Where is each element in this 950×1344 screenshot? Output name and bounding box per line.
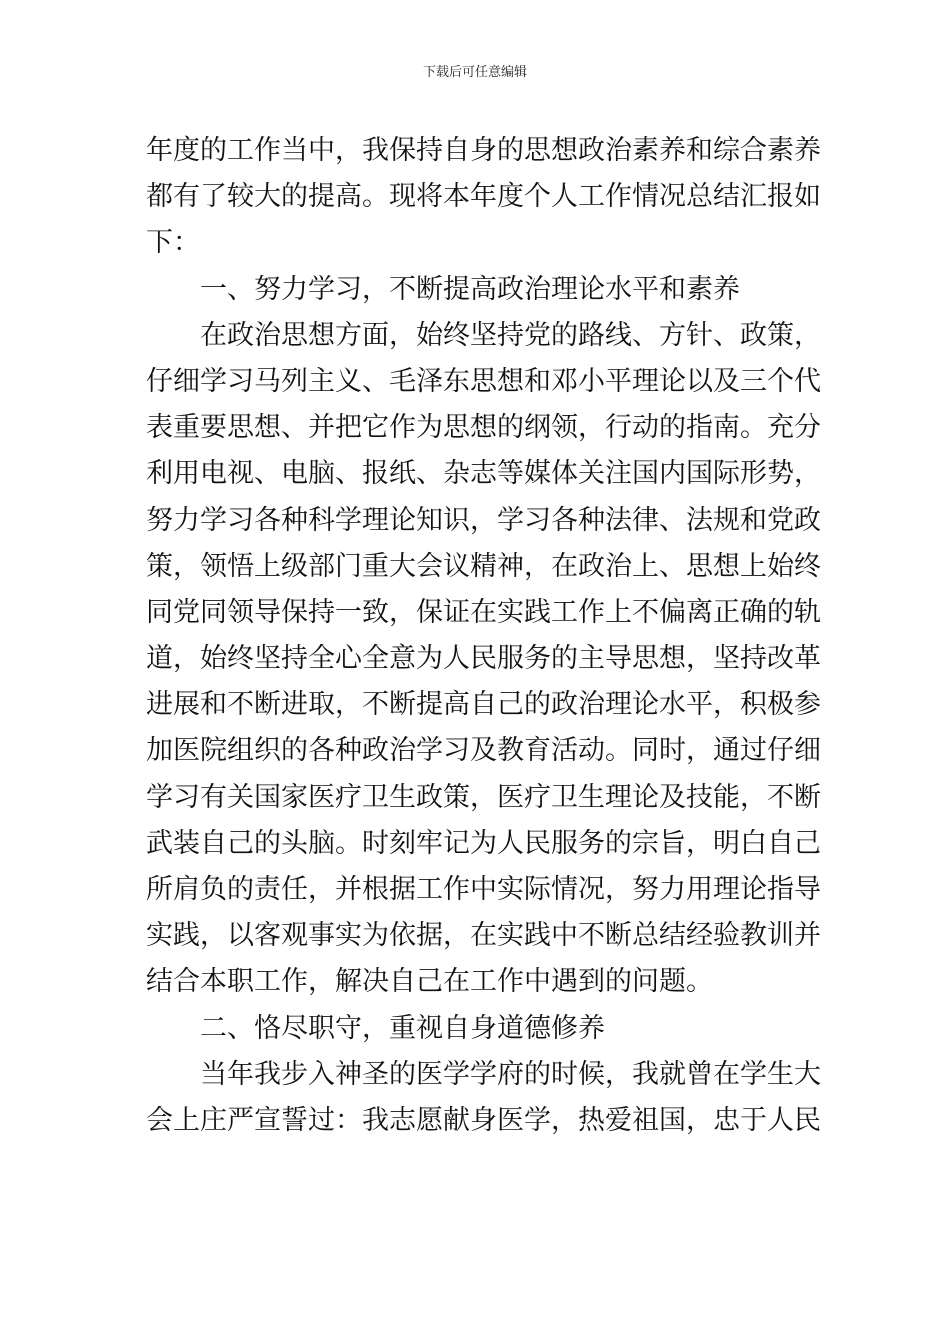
text-line: 所肩负的责任，并根据工作中实际情况，努力用理论指导 <box>146 874 821 905</box>
text-line: 加医院组织的各种政治学习及教育活动。同时，通过仔细 <box>146 735 821 767</box>
page-header-note: 下载后可任意编辑 <box>422 65 527 80</box>
text-line: 当年我步入神圣的医学学府的时候，我就曾在学生大 <box>200 1058 821 1090</box>
text-line: 实践，以客观事实为依据，在实践中不断总结经验教训并 <box>146 920 821 952</box>
text-line: 仔细学习马列主义、毛泽东思想和邓小平理论以及三个代 <box>146 365 821 397</box>
text-line: 进展和不断进取，不断提高自己的政治理论水平，积极参 <box>146 689 821 721</box>
text-line: 会上庄严宣誓过：我志愿献身医学，热爱祖国，忠于人民 <box>146 1104 821 1136</box>
text-line: 道，始终坚持全心全意为人民服务的主导思想，坚持改革 <box>146 643 821 675</box>
text-line: 表重要思想、并把它作为思想的纲领，行动的指南。充分 <box>146 412 821 444</box>
text-line: 年度的工作当中，我保持自身的思想政治素养和综合素养 <box>146 135 821 166</box>
text-line: 在政治思想方面，始终坚持党的路线、方针、政策， <box>200 319 821 351</box>
text-line: 同党同领导保持一致，保证在实践工作上不偏离正确的轨 <box>146 596 821 628</box>
text-line: 都有了较大的提高。现将本年度个人工作情况总结汇报如 <box>146 181 821 213</box>
section-heading: 二、恪尽职守，重视自身道德修养 <box>200 1012 605 1044</box>
text-line: 学习有关国家医疗卫生政策，医疗卫生理论及技能，不断 <box>146 781 821 813</box>
text-line: 武装自己的头脑。时刻牢记为人民服务的宗旨，明白自己 <box>146 827 821 859</box>
document-body <box>146 128 821 1144</box>
text-line: 利用电视、电脑、报纸、杂志等媒体关注国内国际形势， <box>146 458 821 490</box>
section-heading: 一、努力学习，不断提高政治理论水平和素养 <box>200 273 740 305</box>
text-line: 努力学习各种科学理论知识，学习各种法律、法规和党政 <box>146 504 821 536</box>
text-line: 下： <box>146 227 200 259</box>
text-line: 结合本职工作，解决自己在工作中遇到的问题。 <box>146 966 713 998</box>
text-line: 策，领悟上级部门重大会议精神，在政治上、思想上始终 <box>146 550 821 582</box>
